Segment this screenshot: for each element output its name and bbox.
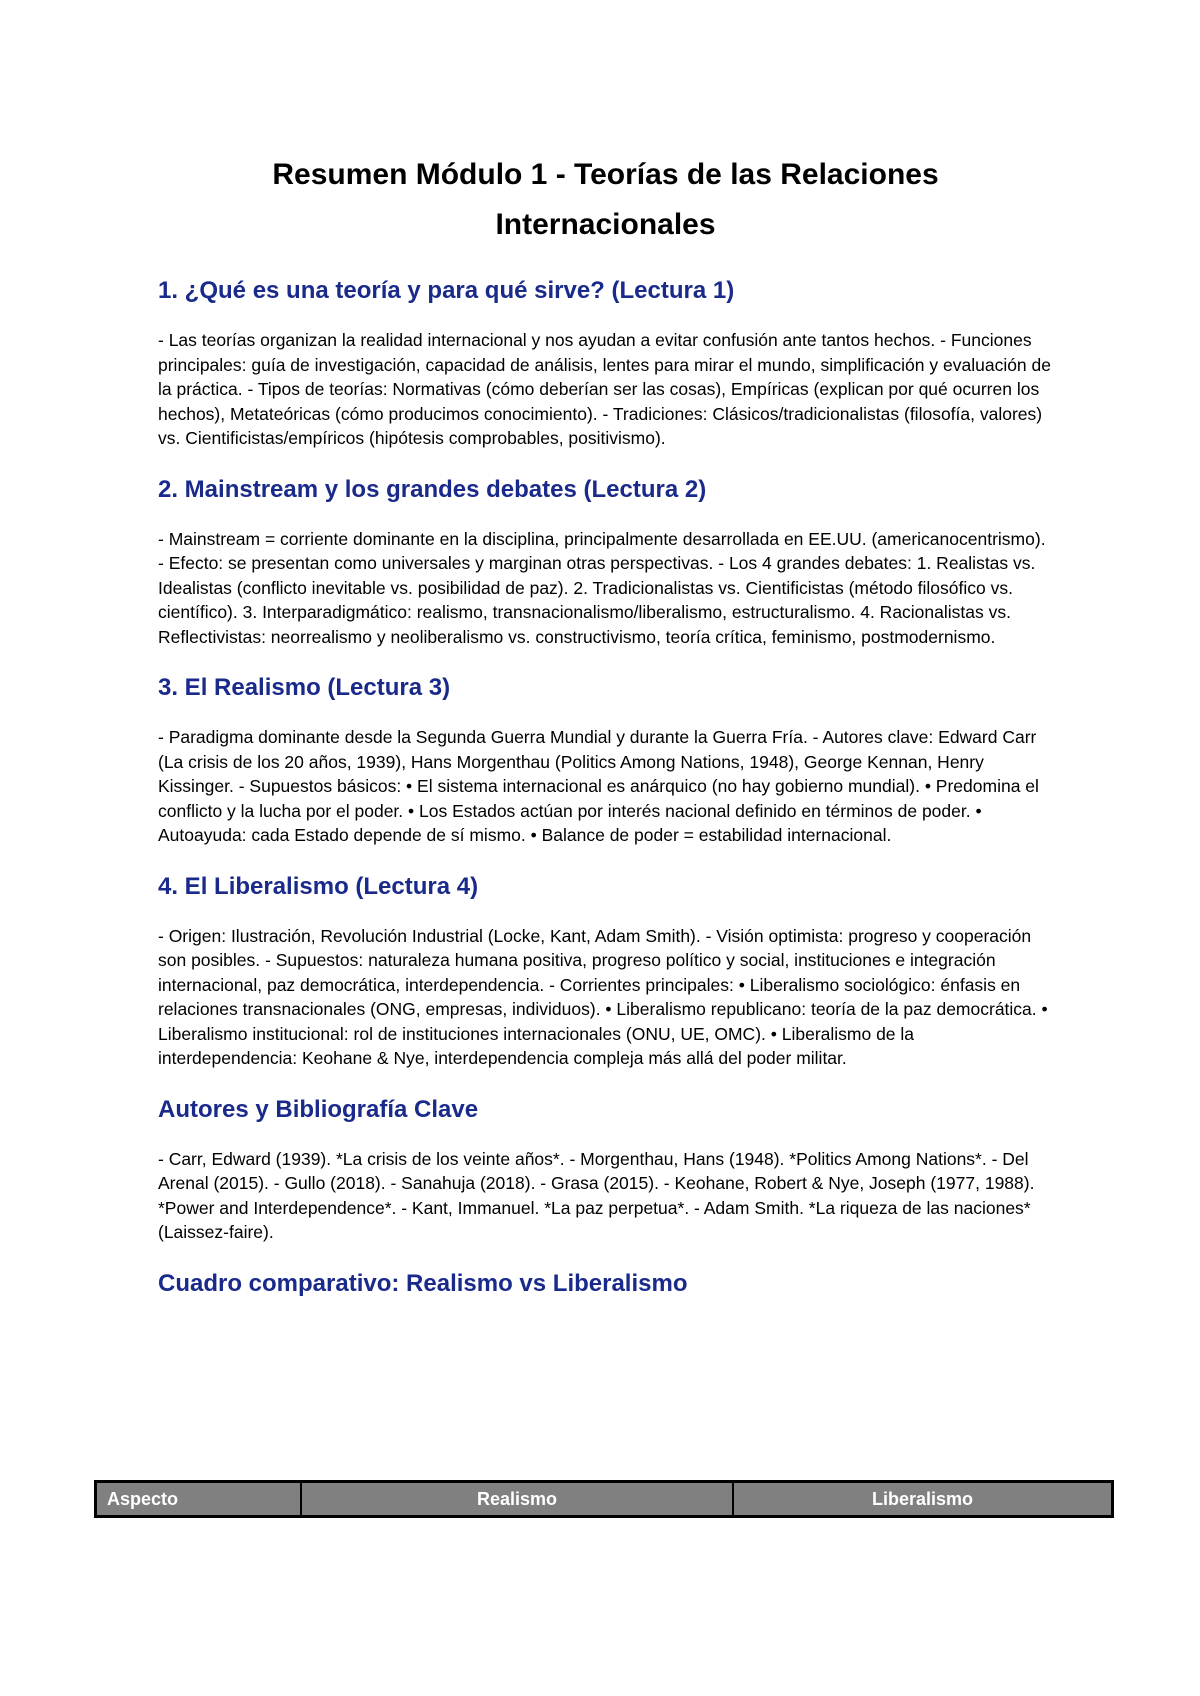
section-mainstream: [158, 475, 1053, 650]
section-heading: 1. ¿Qué es una teoría y para qué sirve? (Lectura 1): [158, 277, 735, 304]
section-body: - Paradigma dominante desde la Segunda Guerra Mundial y durante la Guerra Fría. - Autores clave: Edward Carr (La crisis de los 20 años, 1939), Hans Morgenthau (Politics Among Nations, 1948), George Kennan, Henry Kissinger. - Supuestos básicos: • El sistema internacional es anárquico (no hay gobierno mundial). • Predomina el conflicto y la lucha por el poder. • Los Estados actúan por interés nacional definido en términos de poder. • Autoayuda: cada Estado depende de sí mismo. • Balance de poder = estabilidad internacional.: [158, 727, 1039, 845]
column-header-liberalismo: Liberalismo: [733, 1482, 1113, 1517]
section-cuadro: [158, 1269, 1053, 1299]
comparison-table: [94, 1480, 1114, 1518]
section-liberalismo: [158, 872, 1053, 1071]
section-body: - Origen: Ilustración, Revolución Industrial (Locke, Kant, Adam Smith). - Visión optimista: progreso y cooperación son posibles. - Supuestos: naturaleza humana positiva, progreso político y social, instituciones e integración internacional, paz democrática, interdependencia. - Corrientes principales: • Liberalismo sociológico: énfasis en relaciones transnacionales (ONG, empresas, individuos). • Liberalismo republicano: teoría de la paz democrática. • Liberalismo institucional: rol de instituciones internacionales (ONU, UE, OMC). • Liberalismo de la interdependencia: Keohane & Nye, interdependencia compleja más allá del poder militar.: [158, 925, 1048, 1068]
column-header-aspecto: Aspecto: [96, 1482, 302, 1517]
document-title: Resumen Módulo 1 - Teorías de las Relaciones Internacionales: [272, 158, 939, 241]
section-heading: 3. El Realismo (Lectura 3): [158, 674, 451, 701]
section-bibliografia: [158, 1095, 1053, 1245]
section-realismo: [158, 673, 1053, 848]
section-heading: Autores y Bibliografía Clave: [158, 1095, 479, 1123]
section-teoria: [158, 276, 1053, 451]
section-heading: Cuadro comparativo: Realismo vs Liberalismo: [158, 1269, 688, 1297]
section-heading: 4. El Liberalismo (Lectura 4): [158, 872, 479, 900]
column-header-realismo: Realismo: [301, 1482, 733, 1517]
section-body: - Mainstream = corriente dominante en la disciplina, principalmente desarrollada en EE.UU. (americanocentrismo). - Efecto: se presentan como universales y marginan otras perspectivas. - Los 4 grandes debates: 1. Realistas vs. Idealistas (conflicto inevitable vs. posibilidad de paz). 2. Tradicionalistas vs. Cientificistas (método filosófico vs. científico). 3. Interparadigmático: realismo, transnacionalismo/liberalismo, estructuralismo. 4. Racionalistas vs. Reflectivistas: neorrealismo y neoliberalismo vs. constructivismo, teoría crítica, feminismo, postmodernismo.: [158, 528, 1046, 647]
comparison-table-wrapper: [94, 1480, 1114, 1518]
section-heading: 2. Mainstream y los grandes debates (Lectura 2): [158, 475, 707, 503]
section-body: - Las teorías organizan la realidad internacional y nos ayudan a evitar confusión ante tantos hechos. - Funciones principales: guía de investigación, capacidad de análisis, lentes para mirar el mundo, simplificación y evaluación de la práctica. - Tipos de teorías: Normativas (cómo deberían ser las cosas), Empíricas (explican por qué ocurren los hechos), Metateóricas (cómo producimos conocimiento). - Tradiciones: Clásicos/tradicionalistas (filosofía, valores) vs. Cientificistas/empíricos (hipótesis comprobables, positivismo).: [158, 330, 1051, 448]
section-body: - Carr, Edward (1939). *La crisis de los veinte años*. - Morgenthau, Hans (1948). *Politics Among Nations*. - Del Arenal (2015). - Gullo (2018). - Sanahuja (2018). - Grasa (2015). - Keohane, Robert & Nye, Joseph (1977, 1988). *Power and Interdependence*. - Kant, Immanuel. *La paz perpetua*. - Adam Smith. *La riqueza de las naciones* (Laissez-faire).: [158, 1148, 1035, 1242]
document-page: [158, 150, 1053, 1321]
table-header-row: [96, 1482, 1113, 1517]
